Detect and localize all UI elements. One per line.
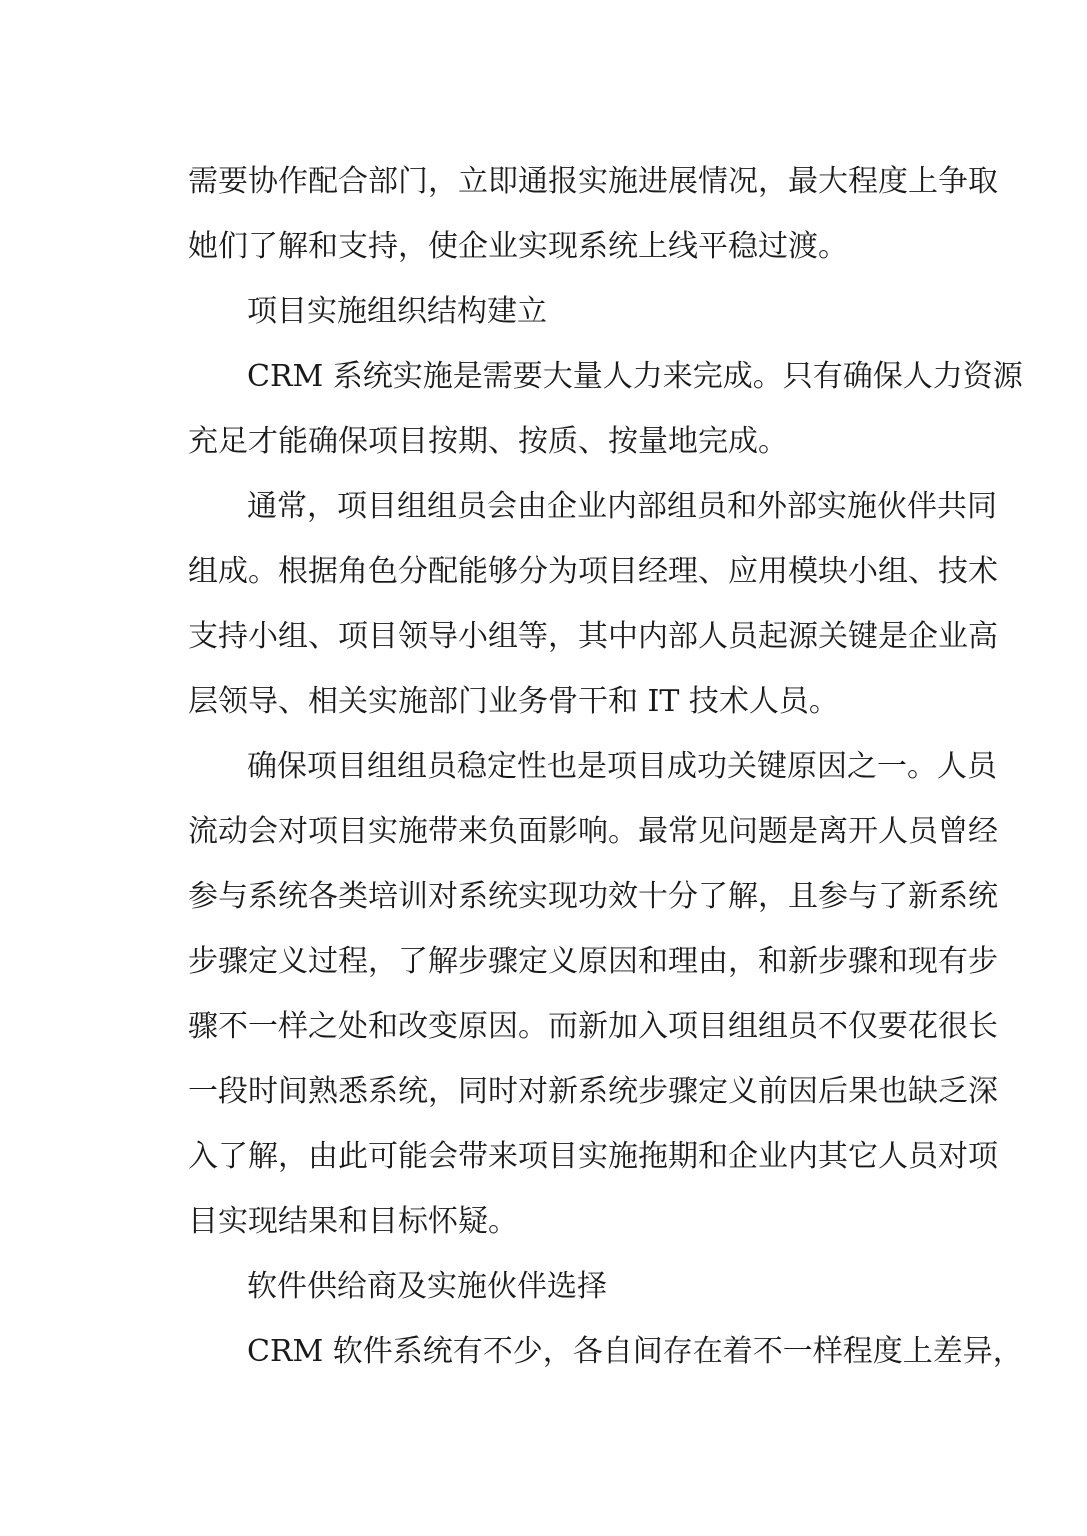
paragraph-line: 充足才能确保项目按期、按质、按量地完成。 bbox=[188, 424, 788, 459]
paragraph-line: 目实现结果和目标怀疑。 bbox=[188, 1204, 518, 1239]
paragraph-line: 参与系统各类培训对系统实现功效十分了解，且参与了新系统 bbox=[188, 879, 998, 914]
paragraph-line: 骤不一样之处和改变原因。而新加入项目组组员不仅要花很长 bbox=[188, 1009, 998, 1044]
paragraph-line: 支持小组、项目领导小组等，其中内部人员起源关键是企业高 bbox=[188, 619, 998, 654]
paragraph-line: 她们了解和支持，使企业实现系统上线平稳过渡。 bbox=[188, 229, 848, 264]
section-heading: 软件供给商及实施伙伴选择 bbox=[247, 1269, 607, 1304]
paragraph-line: CRM 软件系统有不少，各自间存在着不一样程度上差异， bbox=[247, 1334, 1023, 1369]
paragraph-line: 通常，项目组组员会由企业内部组员和外部实施伙伴共同 bbox=[247, 489, 997, 524]
section-heading: 项目实施组织结构建立 bbox=[247, 294, 547, 329]
paragraph-line: 层领导、相关实施部门业务骨干和 IT 技术人员。 bbox=[188, 684, 839, 719]
paragraph-line: 确保项目组组员稳定性也是项目成功关键原因之一。人员 bbox=[247, 749, 997, 784]
paragraph-line: 一段时间熟悉系统，同时对新系统步骤定义前因后果也缺乏深 bbox=[188, 1074, 998, 1109]
paragraph-line: 入了解，由此可能会带来项目实施拖期和企业内其它人员对项 bbox=[188, 1139, 998, 1174]
paragraph-line: 需要协作配合部门，立即通报实施进展情况，最大程度上争取 bbox=[188, 164, 998, 199]
paragraph-line: 组成。根据角色分配能够分为项目经理、应用模块小组、技术 bbox=[188, 554, 998, 589]
paragraph-line: CRM 系统实施是需要大量人力来完成。只有确保人力资源 bbox=[247, 359, 1023, 394]
paragraph-line: 步骤定义过程，了解步骤定义原因和理由，和新步骤和现有步 bbox=[188, 944, 998, 979]
paragraph-line: 流动会对项目实施带来负面影响。最常见问题是离开人员曾经 bbox=[188, 814, 998, 849]
